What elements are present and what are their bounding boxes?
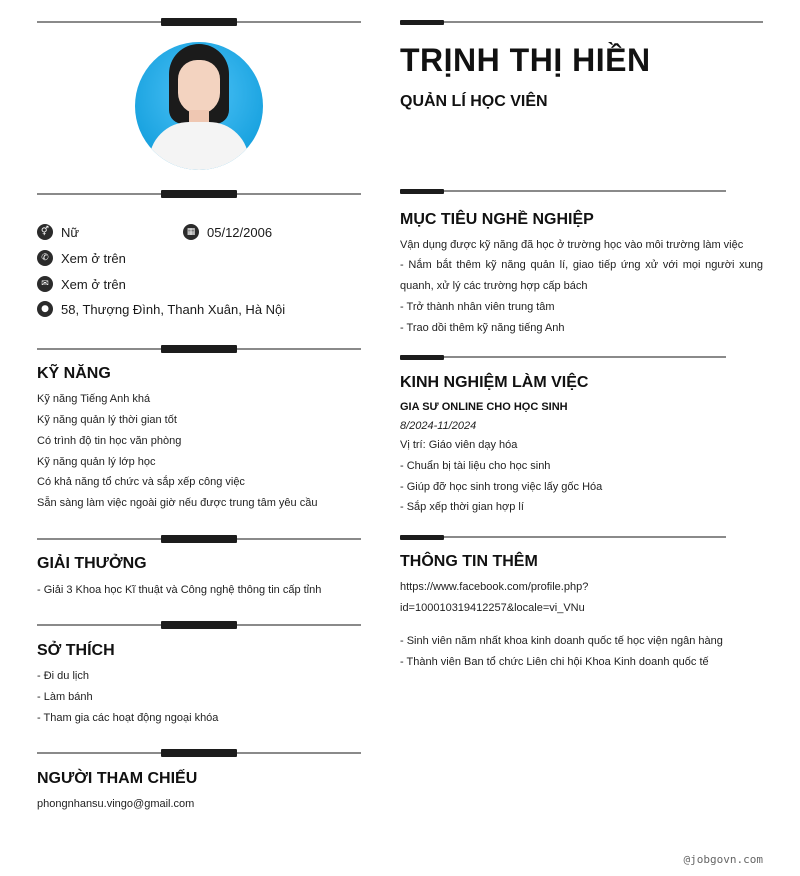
hobby-item: - Đi du lịch [37,670,89,682]
gender-row [37,224,79,240]
job-title: QUẢN LÍ HỌC VIÊN [400,93,548,110]
phone-value: Xem ở trên [61,250,126,266]
address-row [37,301,285,317]
divider [37,190,361,198]
email-row [37,276,126,292]
email-icon: ✉ [37,276,53,292]
profile-photo [135,42,263,170]
objective-line: - Nắm bắt thêm kỹ năng quản lí, giao tiếp ứng xử với mọi người xung quanh, xử lý các trường hợp cấp bách [400,259,763,292]
experience-period: 8/2024-11/2024 [400,420,477,432]
extra-info-line: - Sinh viên năm nhất khoa kinh doanh quốc tế học viện ngân hàng [400,635,723,647]
experience-line: - Giúp đỡ học sinh trong việc lấy gốc Hóa [400,481,603,493]
skill-item: Sẵn sàng làm việc ngoài giờ nếu được trung tâm yêu cầu [37,497,318,509]
divider [37,621,361,629]
divider [37,749,361,757]
location-pin-icon: ● [37,301,53,317]
skill-item: Có trình độ tin học văn phòng [37,435,182,447]
skill-item: Có khả năng tổ chức và sắp xếp công việc [37,476,245,488]
skill-item: Kỹ năng Tiếng Anh khá [37,393,151,405]
email-value: Xem ở trên [61,276,126,292]
birthdate-value: 05/12/2006 [207,224,273,240]
phone-row [37,250,126,266]
facebook-link[interactable]: https://www.facebook.com/profile.php? [400,581,589,593]
experience-heading: KINH NGHIỆM LÀM VIỆC [400,374,589,391]
skill-item: Kỹ năng quản lý thời gian tốt [37,414,177,426]
candidate-name: TRỊNH THỊ HIỀN [400,42,651,78]
experience-line: Vị trí: Giáo viên dạy hóa [400,439,518,451]
skills-heading: KỸ NĂNG [37,365,111,382]
skill-item: Kỹ năng quản lý lớp học [37,456,156,468]
divider [400,355,726,363]
gender-value: Nữ [61,224,80,240]
divider [400,189,726,197]
facebook-link-continued[interactable]: id=100010319412257&locale=vi_VNu [400,602,585,614]
objective-line: - Trở thành nhân viên trung tâm [400,301,555,313]
divider [37,345,361,353]
award-item: - Giải 3 Khoa học Kĩ thuật và Công nghệ thông tin cấp tỉnh [37,584,322,596]
references-heading: NGƯỜI THAM CHIẾU [37,770,198,787]
birthdate-row [183,224,272,240]
address-value: 58, Thượng Đình, Thanh Xuân, Hà Nội [61,301,286,317]
phone-icon: ✆ [37,250,53,266]
objective-heading: MỤC TIÊU NGHỀ NGHIỆP [400,211,594,228]
experience-line: - Chuẩn bị tài liệu cho học sinh [400,460,551,472]
extra-info-heading: THÔNG TIN THÊM [400,553,538,570]
hobbies-heading: SỞ THÍCH [37,642,115,659]
hobby-item: - Làm bánh [37,691,93,703]
divider [400,20,763,28]
divider [37,535,361,543]
objective-line: - Trao dồi thêm kỹ năng tiếng Anh [400,322,565,334]
extra-info-line: - Thành viên Ban tổ chức Liên chi hội Khoa Kinh doanh quốc tế [400,656,709,668]
experience-line: - Sắp xếp thời gian hợp lí [400,501,524,513]
watermark: @jobgovn.com [683,853,763,866]
objective-line: Vận dụng được kỹ năng đã học ở trường học vào môi trường làm việc [400,239,744,251]
reference-contact[interactable]: phongnhansu.vingo@gmail.com [37,798,195,810]
hobby-item: - Tham gia các hoạt động ngoại khóa [37,712,219,724]
calendar-icon: ▦ [183,224,199,240]
divider [37,18,361,26]
awards-heading: GIẢI THƯỞNG [37,555,147,572]
experience-company: GIA SƯ ONLINE CHO HỌC SINH [400,401,568,413]
divider [400,535,726,543]
gender-icon: ⚥ [37,224,53,240]
